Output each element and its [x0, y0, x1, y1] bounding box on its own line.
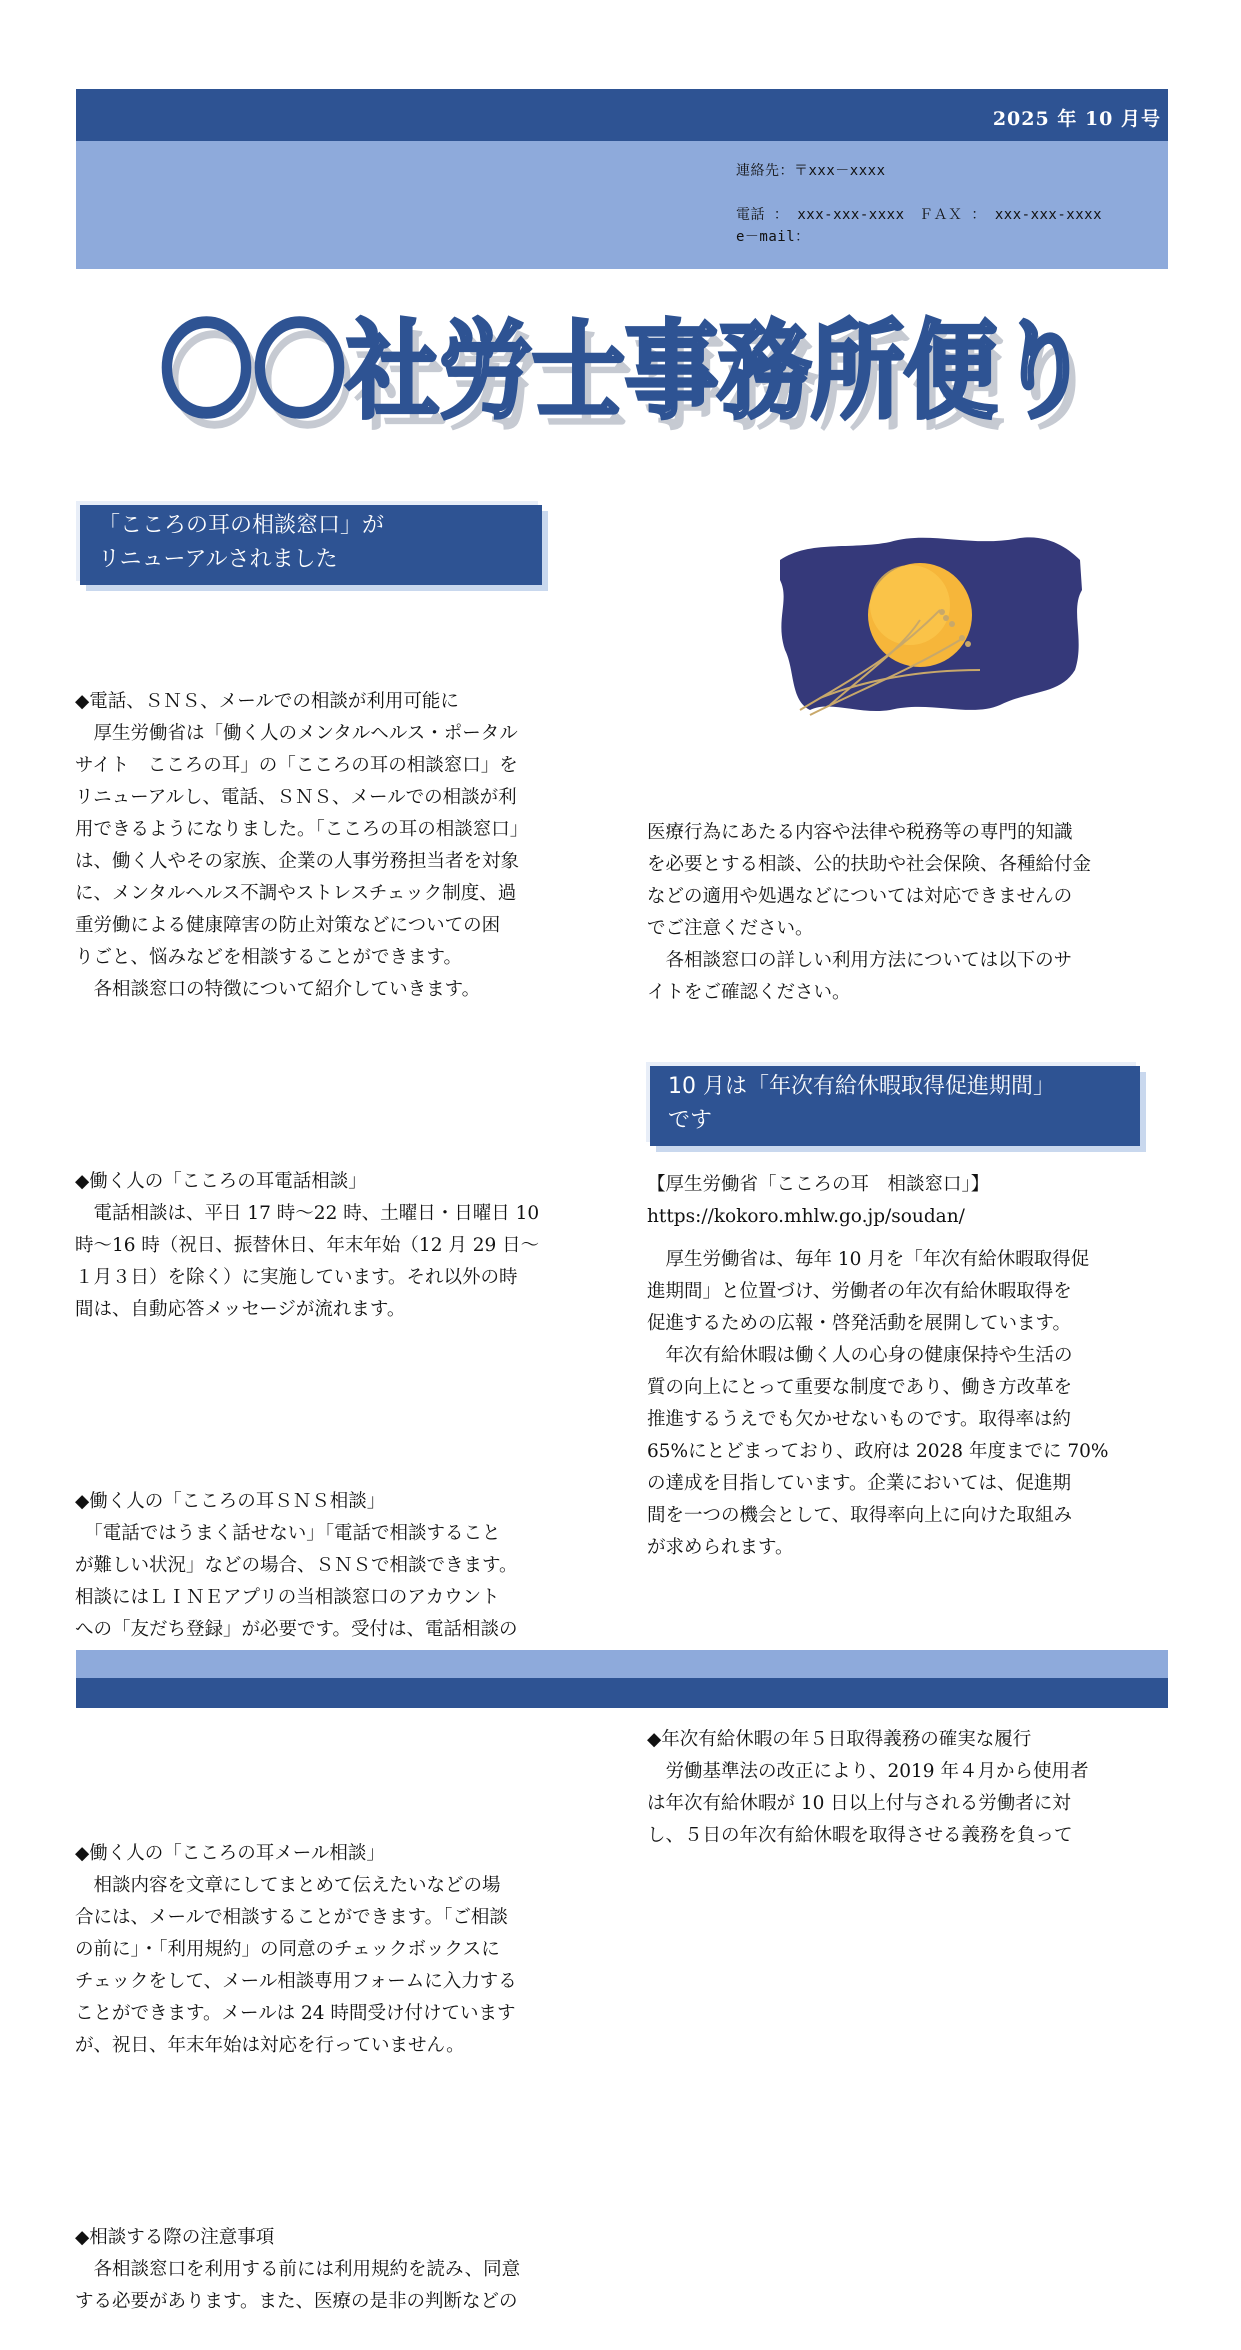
article1-heading [80, 505, 542, 585]
footer-band-light [76, 1650, 1168, 1678]
article2-obligation-section: ◆年次有給休暇の年５日取得義務の確実な履行 労働基準法の改正により、2019 年４月から使用者 は年次有給休暇が 10 日以上付与される労働者に対 し、５日の年次有給休暇を取得させる義務を負って [647, 1729, 1089, 1846]
article1-intro: ◆電話、ＳＮＳ、メールでの相談が利用可能に 厚生労働省は「働く人のメンタルヘルス・ポータル サイト こころの耳」の「こころの耳の相談窓口」を リニューアルし、電話、ＳＮＳ、メールでの相談が利 用できるようになりました。「こころの耳の相談窓口」 は、働く人やその家族、企業の人事労務担当者を対象 に、メンタルヘルス不調やストレスチェック制度、過 重労働による健康障害の防止対策などについての困 りごと、悩みなどを相談することができます。 各相談窓口の特徴について紹介していきます。 [75, 691, 529, 1000]
contact-email: e－mail： [736, 229, 810, 245]
article1-notes-continued: 医療行為にあたる内容や法律や税務等の専門的知識 を必要とする相談、公的扶助や社会保険、各種給付金 などの適用や処遇などについては対応できませんの でご注意ください。 各相談窓口の詳しい利用方法については以下のサ イトをご確認ください。 [647, 822, 1092, 1003]
article1-mail-section: ◆働く人の「こころの耳メール相談」 相談内容を文章にしてまとめて伝えたいなどの場 合には、メールで相談することができます。「ご相談 の前に」・「利用規約」の同意のチェックボックスに チェックをして、メール相談専用フォームに入力する ことができます。メールは 24 時間受け付けています が、祝日、年末年始は対応を行っていません。 [75, 1843, 517, 2056]
article1-heading-line2: リニューアルされました [98, 547, 338, 572]
article1-notes-section: ◆相談する際の注意事項 各相談窓口を利用する前には利用規約を読み、同意 する必要があります。また、医療の是非の判断などの [75, 2227, 521, 2312]
article2-body [647, 1180, 1177, 1884]
article1-link-reference: 【厚生労働省「こころの耳 相談窓口」】 https://kokoro.mhlw.go.jp/soudan/ [647, 1174, 990, 1227]
issue-date: 2025 年 10 月号 [992, 108, 1161, 130]
article2-intro: 厚生労働省は、毎年 10 月を「年次有給休暇取得促 進期間」と位置づけ、労働者の年次有給休暇取得を 促進するための広報・啓発活動を展開しています。 年次有給休暇は働く人の心身の健康保持や生活の 質の向上にとって重要な制度であり、働き方改革を 推進するうえでも欠かせないものです。取得率は約 65%にとどまっており、政府は 2028 年度までに 70% の達成を目指しています。企業においては、促進期 間を一つの機会として、取得率向上に向けた取組み が求められます。 [647, 1249, 1109, 1558]
svg-text:〇〇社労士事務所便り: 〇〇社労士事務所便り [160, 310, 1090, 433]
article1-sns-section: ◆働く人の「こころの耳ＳＮＳ相談」 「電話ではうまく話せない」「電話で相談すること が難しい状況」などの場合、ＳＮＳで相談できます。 相談にはＬＩＮＥアプリの当相談窓口のアカウント への「友だち登録」が必要です。受付は、電話相談の [75, 1491, 518, 1640]
article1-phone-section: ◆働く人の「こころの耳電話相談」 電話相談は、平日 17 時～22 時、土曜日・日曜日 10 時～16 時（祝日、振替休日、年末年始（12 月 29 日～ １月３日）を除く）に実施しています。それ以外の時 間は、自動応答メッセージが流れます。 [75, 1171, 540, 1320]
article2-heading-line1: 10 月は「年次有給休暇取得促進期間」 [668, 1074, 1055, 1099]
contact-phone-fax: 電話 ： xxx-xxx-xxxx ＦＡＸ ： xxx-xxx-xxxx [736, 207, 1103, 223]
article1-left-column [75, 622, 605, 2350]
article2-heading-line2: です [668, 1108, 713, 1133]
moon-pampas-illustration [770, 520, 1090, 720]
svg-text:〇〇社労士事務所便り: 〇〇社労士事務所便り [168, 322, 1098, 445]
article1-heading-line1: 「こころの耳の相談窓口」が [98, 513, 385, 538]
contact-address: 連絡先：〒xxx－xxxx [736, 163, 886, 179]
article2-heading [650, 1066, 1140, 1146]
masthead-title [160, 300, 1120, 460]
footer-band-dark [76, 1678, 1168, 1708]
